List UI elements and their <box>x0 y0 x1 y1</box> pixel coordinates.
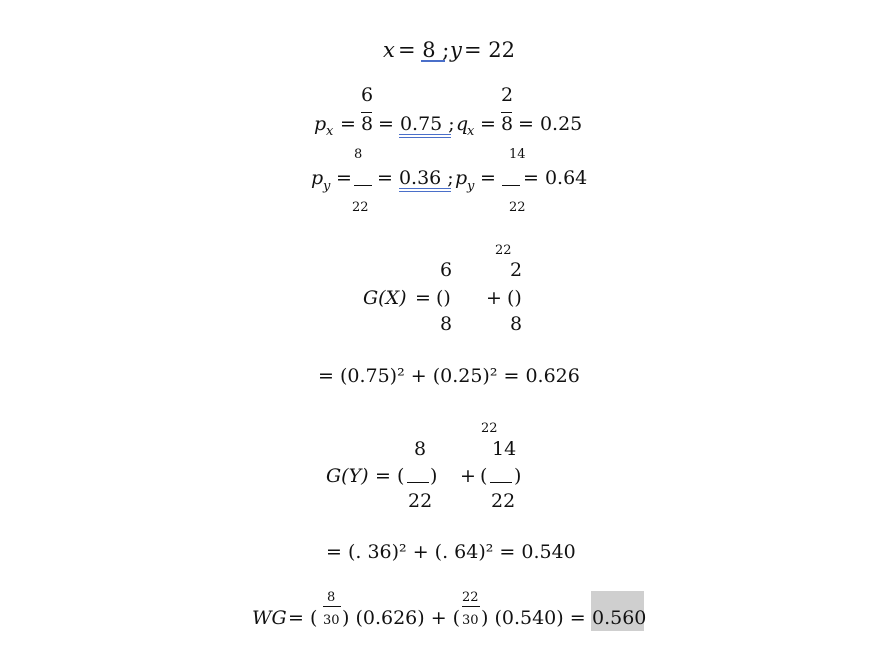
eq-sign: = <box>375 465 391 487</box>
wg-fraction-bar-1 <box>323 606 341 607</box>
q-symbol: q <box>456 113 469 135</box>
qx-denominator: 8 <box>501 113 514 135</box>
plus-sign: + <box>460 465 476 487</box>
spellcheck-underline <box>421 60 445 62</box>
gy-fraction-bar-1 <box>407 482 429 483</box>
gy-result: = (. 36)² + (. 64)² = 0.540 <box>326 541 576 563</box>
x-value: = 8 ; <box>398 38 450 62</box>
eq-sign: = <box>480 113 496 135</box>
var-x: x <box>383 38 395 62</box>
px-value: = 0.75 ; <box>378 113 455 135</box>
px-numerator: 6 <box>361 84 374 106</box>
p2-subscript-y: y <box>467 179 475 194</box>
gx-denominator-1: 8 <box>440 313 453 335</box>
gx-result: = (0.75)² + (0.25)² = 0.626 <box>318 365 580 387</box>
gy-numerator-1: 8 <box>414 438 427 460</box>
px-denominator: 8 <box>361 113 374 135</box>
var-y: y <box>450 38 462 62</box>
wg-tail: ) (0.540) = <box>481 607 586 629</box>
gy-paren-close-2: ) <box>514 465 522 487</box>
wg-numerator-1: 8 <box>327 590 336 605</box>
y-value: = 22 <box>464 38 515 62</box>
spellcheck-underline <box>399 188 451 189</box>
gy-paren-open-1: ( <box>397 465 405 487</box>
py-numerator: 8 <box>354 147 363 162</box>
gy-denominator-2: 22 <box>491 490 516 512</box>
eq-sign: = <box>336 167 352 189</box>
p-subscript-y: y <box>323 179 331 194</box>
wg-middle: ) (0.626) + ( <box>342 607 461 629</box>
gx-lhs: G(X) <box>363 287 407 309</box>
eq-sign: = <box>340 113 356 135</box>
gx-denominator-2: 8 <box>510 313 523 335</box>
py2-fraction-bar <box>502 185 520 186</box>
eq-sign: = <box>480 167 496 189</box>
py2-numerator: 14 <box>509 147 526 162</box>
spellcheck-underline <box>399 134 451 135</box>
qx-numerator: 2 <box>501 84 514 106</box>
spellcheck-underline-double <box>399 137 451 138</box>
gy-paren-close-1: ) <box>430 465 438 487</box>
gx-paren-1: () <box>436 287 451 309</box>
gy-numerator-2: 14 <box>492 438 517 460</box>
gx-numerator-2: 2 <box>510 259 523 281</box>
gy-denominator-1: 22 <box>408 490 433 512</box>
gy-paren-open-2: ( <box>480 465 488 487</box>
wg-lhs: WG <box>252 607 287 629</box>
gx-top-number: 22 <box>495 243 512 258</box>
gy-fraction-bar-2 <box>490 482 512 483</box>
py-value: = 0.36 ; <box>377 167 454 189</box>
gx-numerator-1: 6 <box>440 259 453 281</box>
wg-denominator-1: 30 <box>323 613 340 628</box>
py2-value: = 0.64 <box>523 167 588 189</box>
p-symbol: p <box>311 167 324 189</box>
py-denominator: 22 <box>352 200 369 215</box>
py2-denominator: 22 <box>509 200 526 215</box>
wg-eq-open: = ( <box>288 607 318 629</box>
wg-numerator-2: 22 <box>462 590 479 605</box>
p-subscript-x: x <box>326 124 334 139</box>
wg-fraction-bar-2 <box>462 606 480 607</box>
plus-sign: + <box>486 287 502 309</box>
wg-denominator-2: 30 <box>462 613 479 628</box>
eq-sign: = <box>415 287 431 309</box>
py-fraction-bar <box>354 185 372 186</box>
p2-symbol: p <box>455 167 468 189</box>
p-symbol: p <box>314 113 327 135</box>
wg-result: 0.560 <box>592 607 647 629</box>
qx-value: = 0.25 <box>518 113 583 135</box>
q-subscript-x: x <box>467 124 475 139</box>
gy-top-number: 22 <box>481 421 498 436</box>
gy-lhs: G(Y) <box>326 465 369 487</box>
spellcheck-underline-double <box>399 191 451 192</box>
gx-paren-2: () <box>507 287 522 309</box>
